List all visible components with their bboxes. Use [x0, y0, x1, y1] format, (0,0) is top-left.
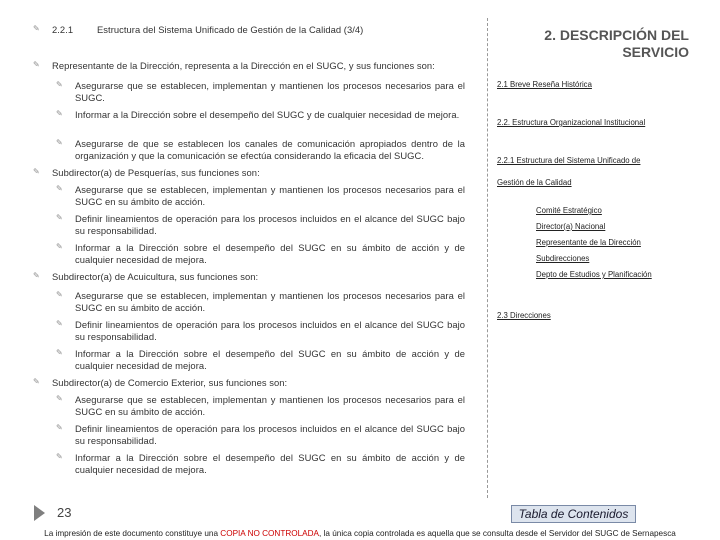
- bullet-icon: ✎: [56, 452, 63, 461]
- role-item: Asegurarse que se establecen, implementan y mantienen los procesos necesarios para el SUGC en su ámbito de acción.: [75, 394, 465, 417]
- role-item: Asegurarse que se establecen, implementan y mantienen los procesos necesarios para el SUGC.: [75, 80, 465, 103]
- footer-highlight: COPIA NO CONTROLADA: [220, 529, 320, 538]
- link-subdirecciones[interactable]: Subdirecciones: [536, 254, 590, 263]
- role-item: Asegurarse de que se establecen los canales de comunicación apropiados dentro de la organización y que la comunicación se efectúa considerando la eficacia del SUGC.: [75, 138, 465, 161]
- bullet-icon: ✎: [33, 271, 40, 280]
- role-item: Definir lineamientos de operación para los procesos incluidos en el alcance del SUGC bajo su responsabilidad.: [75, 319, 465, 342]
- role-title: Subdirector(a) de Comercio Exterior, sus funciones son:: [52, 377, 288, 388]
- bullet-icon: ✎: [33, 377, 40, 386]
- bullet-icon: ✎: [56, 80, 63, 89]
- toc-button[interactable]: Tabla de Contenidos: [511, 505, 636, 523]
- link-estructura-organizacional[interactable]: 2.2. Estructura Organizacional Institucional: [497, 118, 646, 127]
- bullet-icon: ✎: [56, 319, 63, 328]
- bullet-icon: ✎: [56, 213, 63, 222]
- bullet-icon: ✎: [56, 423, 63, 432]
- page-number: 23: [57, 505, 72, 520]
- link-estructura-sugc[interactable]: 2.2.1 Estructura del Sistema Unificado de: [497, 156, 641, 165]
- role-item: Asegurarse que se establecen, implementan y mantienen los procesos necesarios para el SUGC en su ámbito de acción.: [75, 290, 465, 313]
- role-item: Definir lineamientos de operación para los procesos incluidos en el alcance del SUGC bajo su responsabilidad.: [75, 213, 465, 236]
- role-item: Informar a la Dirección sobre el desempeño del SUGC en su ámbito de acción y de cualquier necesidad de mejora.: [75, 242, 465, 265]
- bullet-icon: ✎: [56, 242, 63, 251]
- footer-text-after: , la única copia controlada es aquella que se consulta desde el Servidor del SUGC de Sernapesca: [319, 529, 676, 538]
- page-title-line2: SERVICIO: [622, 44, 689, 60]
- page-title: [489, 27, 689, 61]
- page-title-line1: 2. DESCRIPCIÓN DEL: [544, 27, 689, 43]
- column-divider: [487, 18, 488, 498]
- bullet-icon: ✎: [33, 167, 40, 176]
- link-comite-estrategico[interactable]: Comité Estratégico: [536, 206, 602, 215]
- role-title: Subdirector(a) de Acuicultura, sus funciones son:: [52, 271, 259, 282]
- section-title: Estructura del Sistema Unificado de Gestión de la Calidad (3/4): [97, 24, 364, 35]
- bullet-icon: ✎: [56, 138, 63, 147]
- role-item: Asegurarse que se establecen, implementan y mantienen los procesos necesarios para el SUGC en su ámbito de acción.: [75, 184, 465, 207]
- footer-disclaimer: [0, 529, 720, 538]
- bullet-icon: ✎: [56, 394, 63, 403]
- section-number: 2.2.1: [52, 24, 74, 35]
- bullet-icon: ✎: [56, 184, 63, 193]
- link-estudios-planificacion[interactable]: Depto de Estudios y Planificación: [536, 270, 652, 279]
- bullet-icon: ✎: [33, 60, 40, 69]
- role-item: Informar a la Dirección sobre el desempeño del SUGC en su ámbito de acción y de cualquier necesidad de mejora.: [75, 348, 465, 371]
- role-title: Representante de la Dirección, representa a la Dirección en el SUGC, y sus funciones son:: [52, 60, 435, 71]
- link-representante-direccion[interactable]: Representante de la Dirección: [536, 238, 641, 247]
- role-title: Subdirector(a) de Pesquerías, sus funciones son:: [52, 167, 260, 178]
- role-item: Informar a la Dirección sobre el desempeño del SUGC y de cualquier necesidad de mejora.: [75, 109, 460, 120]
- bullet-icon: ✎: [56, 348, 63, 357]
- role-item: Informar a la Dirección sobre el desempeño del SUGC en su ámbito de acción y de cualquier necesidad de mejora.: [75, 452, 465, 475]
- bullet-icon: ✎: [56, 109, 63, 118]
- bullet-icon: ✎: [56, 290, 63, 299]
- link-gestion-calidad[interactable]: Gestión de la Calidad: [497, 178, 572, 187]
- bullet-icon: ✎: [33, 24, 40, 33]
- link-direcciones[interactable]: 2.3 Direcciones: [497, 311, 551, 320]
- next-arrow-icon[interactable]: [34, 505, 45, 521]
- footer-text-before: La impresión de este documento constituye una: [44, 529, 221, 538]
- link-resena-historica[interactable]: 2.1 Breve Reseña Histórica: [497, 80, 592, 89]
- role-item: Definir lineamientos de operación para los procesos incluidos en el alcance del SUGC bajo su responsabilidad.: [75, 423, 465, 446]
- link-director-nacional[interactable]: Director(a) Nacional: [536, 222, 606, 231]
